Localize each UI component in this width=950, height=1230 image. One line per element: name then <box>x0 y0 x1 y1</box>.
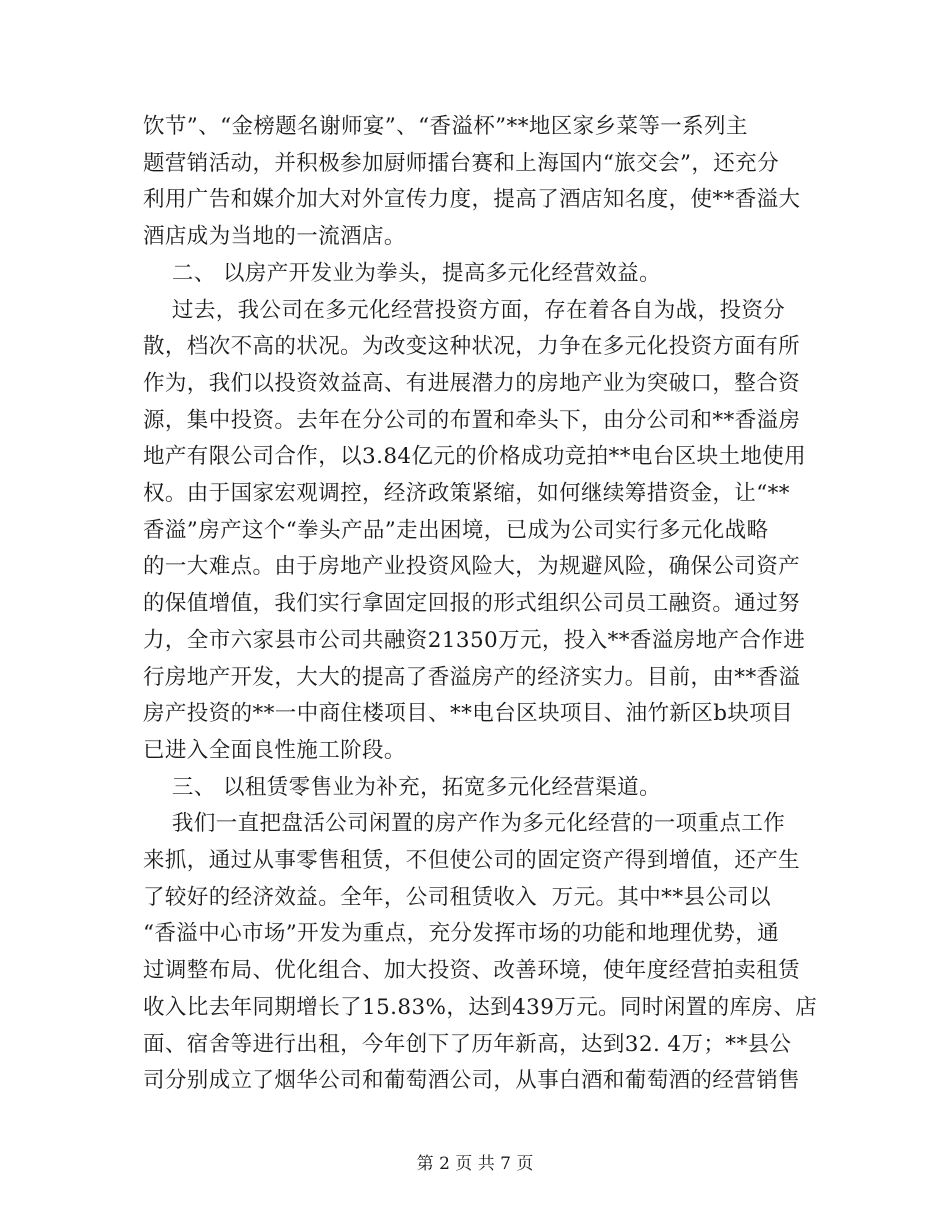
text-line: 房产投资的**一中商住楼项目、**电台区块项目、油竹新区b块项目 <box>143 701 794 727</box>
text-line: 饮节”、“金榜题名谢师宴”、“香溢杯”**地区家乡菜等一系列主 <box>143 114 748 139</box>
text-line: 过调整布局、优化组合、加大投资、改善环境，使年度经营拍卖租赁 <box>143 958 801 984</box>
text-line: “香溢中心市场”开发为重点，充分发挥市场的功能和地理优势，通 <box>143 921 779 947</box>
text-line: 我们一直把盘活公司闲置的房产作为多元化经营的一项重点工作 <box>143 811 786 837</box>
text-line: 题营销活动，并积极参加厨师擂台赛和上海国内“旅交会”，还充分 <box>143 150 779 176</box>
text-line: 已进入全面良性施工阶段。 <box>143 737 406 763</box>
text-line: 权。由于国家宏观调控，经济政策紧缩，如何继续筹措资金，让“** <box>143 481 790 506</box>
text-line: 力，全市六家县市公司共融资21350万元，投入**香溢房地产合作进 <box>143 627 806 653</box>
page-footer: 第 2 页 共 7 页 <box>416 1154 534 1174</box>
text-line: 利用广告和媒介加大对外宣传力度，提高了酒店知名度，使**香溢大 <box>143 187 801 213</box>
text-line: 的一大难点。由于房地产业投资风险大，为规避风险，确保公司资产 <box>143 554 801 580</box>
text-line: 的保值增值，我们实行拿固定回报的形式组织公司员工融资。通过努 <box>143 591 801 617</box>
text-line: 酒店成为当地的一流酒店。 <box>143 224 406 250</box>
text-line: 源，集中投资。去年在分公司的布置和牵头下，由分公司和**香溢房 <box>143 407 801 433</box>
text-line: 作为，我们以投资效益高、有进展潜力的房地产业为突破口，整合资 <box>143 370 801 396</box>
text-line: 面、宿舍等进行出租，今年创下了历年新高，达到32. 4万；**县公 <box>143 1031 792 1057</box>
text-line: 地产有限公司合作，以3.84亿元的价格成功竞拍**电台区块土地使用 <box>143 444 807 470</box>
text-line: 香溢”房产这个“拳头产品”走出困境，已成为公司实行多元化战略 <box>143 517 769 543</box>
text-line: 过去，我公司在多元化经营投资方面，存在着各自为战，投资分 <box>143 297 786 323</box>
text-line: 三、 以租赁零售业为补充，拓宽多元化经营渠道。 <box>143 774 661 800</box>
text-line: 散，档次不高的状况。为改变这种状况，力争在多元化投资方面有所 <box>143 334 801 360</box>
text-line: 行房地产开发，大大的提高了香溢房产的经济实力。目前，由**香溢 <box>143 664 801 690</box>
text-line: 司分别成立了烟华公司和葡萄酒公司，从事白酒和葡萄酒的经营销售 <box>143 1068 801 1094</box>
text-line: 二、 以房产开发业为拳头，提高多元化经营效益。 <box>143 260 661 286</box>
text-line: 收入比去年同期增长了15.83%，达到439万元。同时闲置的库房、店 <box>143 994 818 1020</box>
text-line: 了较好的经济效益。全年，公司租赁收入 万元。其中**县公司以 <box>143 884 772 910</box>
text-line: 来抓，通过从事零售租赁，不但使公司的固定资产得到增值，还产生 <box>143 848 801 873</box>
